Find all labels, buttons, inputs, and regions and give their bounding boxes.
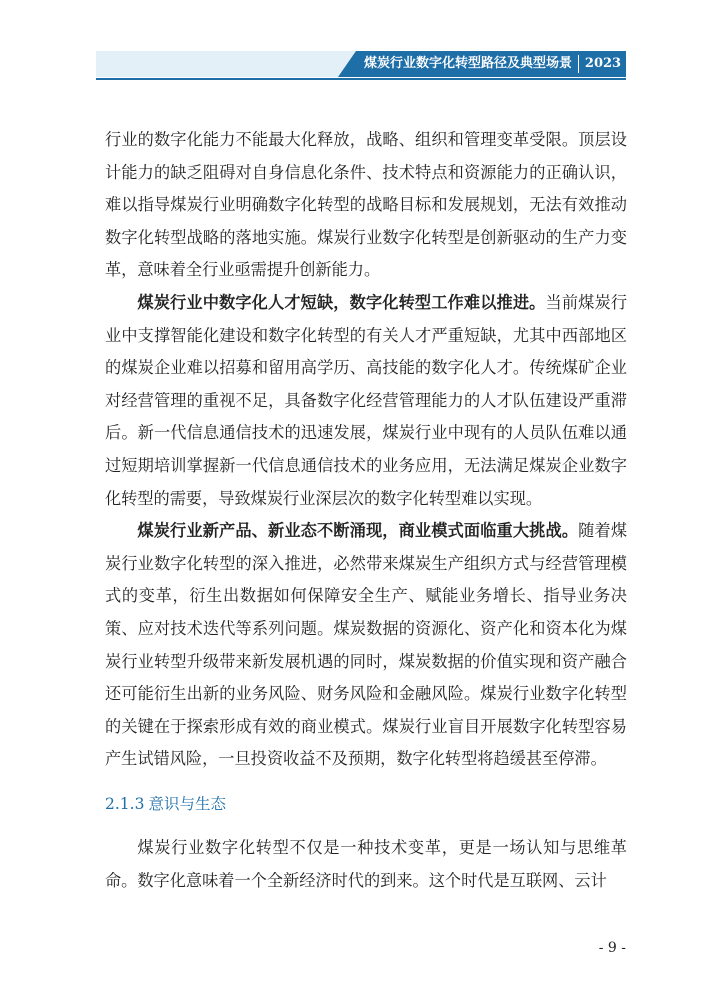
paragraph-1: 行业的数字化能力不能最大化释放，战略、组织和管理变革受限。顶层设计能力的缺乏阻碍对自身信息化条件、技术特点和资源能力的正确认识，难以指导煤炭行业明确数字化转型的战略目标和发展规划，无法有效推动数字化转型战略的落地实施。煤炭行业数字化转型是创新驱动的生产力变革，意味着全行业亟需提升创新能力。: [105, 130, 627, 280]
paragraph-3-lead: 煤炭行业新产品、新业态不断涌现，商业模式面临重大挑战。: [137, 521, 579, 541]
section-title: 意识与生态: [148, 795, 226, 813]
running-header-year: 2023: [584, 56, 622, 71]
header-rule: [96, 78, 626, 80]
header-divider: [578, 55, 579, 73]
section-number: 2.1.3: [105, 795, 145, 813]
paragraph-3-body: 随着煤炭行业数字化转型的深入推进，必然带来煤炭生产组织方式与经营管理模式的变革，衍生出数据如何保障安全生产、赋能业务增长、指导业务决策、应对技术迭代等系列问题。煤炭数据的资源化、资产化和资本化为煤炭行业转型升级带来新发展机遇的同时，煤炭数据的价值实现和资产融合还可能衍生出新的业务风险、财务风险和金融风险。煤炭行业数字化转型的关键在于探索形成有效的商业模式。煤炭行业盲目开展数字化转型容易产生试错风险，一旦投资收益不及预期，数字化转型将趋缓甚至停滞。: [105, 521, 628, 769]
paragraph-3: [105, 515, 627, 776]
section-body: [105, 832, 627, 897]
body-text: [105, 124, 627, 776]
paragraph-2-lead: 煤炭行业中数字化人才短缺，数字化转型工作难以推进。: [137, 292, 546, 312]
paragraph-2-body: 当前煤炭行业中支撑智能化建设和数字化转型的有关人才严重短缺，尤其中西部地区的煤炭企业难以招募和留用高学历、高技能的数字化人才。传统煤矿企业对经营管理的重视不足，具备数字化经营管理能力的人才队伍建设严重滞后。新一代信息通信技术的迅速发展，煤炭行业中现有的人员队伍难以通过短期培训掌握新一代信息通信技术的业务应用，无法满足煤炭企业数字化转型的需要，导致煤炭行业深层次的数字化转型难以实现。: [105, 292, 628, 508]
section-paragraph-1: 煤炭行业数字化转型不仅是一种技术变革，更是一场认知与思维革命。数字化意味着一个全新经济时代的到来。这个时代是互联网、云计: [105, 838, 627, 890]
page-number: - 9 -: [598, 940, 626, 956]
paragraph-2: [105, 287, 627, 515]
running-header-title: 煤炭行业数字化转型路径及典型场景: [364, 56, 573, 71]
section-heading: [105, 791, 405, 817]
